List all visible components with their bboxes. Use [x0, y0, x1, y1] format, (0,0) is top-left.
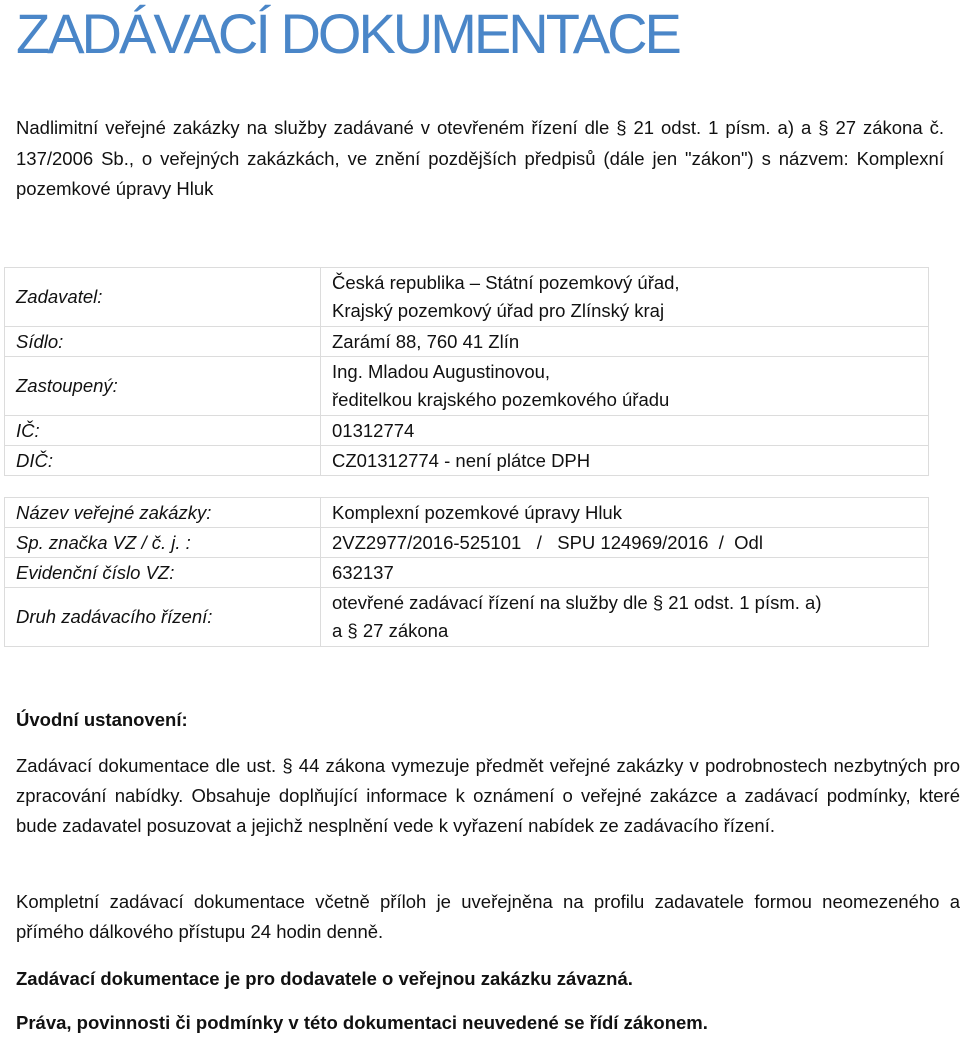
evidencni-value: 632137 — [321, 558, 929, 588]
dic-label: DIČ: — [5, 446, 321, 476]
zastoupeny-value — [321, 357, 929, 416]
provisions-bold-statement-1: Zadávací dokumentace je pro dodavatele o veřejnou zakázku závazná. — [16, 968, 633, 989]
provisions-paragraph-2: Kompletní zadávací dokumentace včetně příloh je uveřejněna na profilu zadavatele formou neomezeného a přímého dálkového přístupu 24 hodin denně. — [16, 891, 960, 942]
provisions-paragraph-1: Zadávací dokumentace dle ust. § 44 zákona vymezuje předmět veřejné zakázky v podrobnostech nezbytných pro zpracování nabídky. Obsahuje doplňující informace k oznámení o veřejné zakázce a zadávací podmínky, které bude zadavatel posuzovat a jejichž nesplnění vede k vyřazení nabídek ze zadávacího řízení. — [16, 755, 960, 836]
sidlo-label: Sídlo: — [5, 327, 321, 357]
zastoupeny-label: Zastoupený: — [5, 357, 321, 416]
druh-value — [321, 588, 929, 647]
zastoupeny-line-2: ředitelkou krajského pozemkového úřadu — [332, 389, 670, 410]
sidlo-value: Zarámí 88, 760 41 Zlín — [321, 327, 929, 357]
document-title: ZADÁVACÍ DOKUMENTACE — [16, 2, 679, 65]
zadavatel-line-2: Krajský pozemkový úřad pro Zlínský kraj — [332, 300, 665, 321]
zastoupeny-line-1: Ing. Mladou Augustinovou, — [332, 361, 551, 382]
dic-value: CZ01312774 - není plátce DPH — [321, 446, 929, 476]
znacka-label: Sp. značka VZ / č. j. : — [5, 528, 321, 558]
znacka-value: 2VZ2977/2016-525101 / SPU 124969/2016 / Odl — [321, 528, 929, 558]
zadavatel-line-1: Česká republika – Státní pozemkový úřad, — [332, 272, 680, 293]
contracting-authority-table — [4, 267, 929, 476]
druh-line-1: otevřené zadávací řízení na služby dle § 21 odst. 1 písm. a) — [332, 592, 822, 613]
intro-paragraph: Nadlimitní veřejné zakázky na služby zadávané v otevřeném řízení dle § 21 odst. 1 písm. a) a § 27 zákona č. 137/2006 Sb., o veřejných zakázkách, ve znění pozdějších předpisů (dále jen "zákon") s názvem: Komplexní pozemkové úpravy Hluk — [16, 117, 944, 199]
ic-label: IČ: — [5, 416, 321, 446]
nazev-label: Název veřejné zakázky: — [5, 498, 321, 528]
druh-line-2: a § 27 zákona — [332, 620, 449, 641]
zadavatel-label: Zadavatel: — [5, 268, 321, 327]
nazev-value: Komplexní pozemkové úpravy Hluk — [321, 498, 929, 528]
druh-label: Druh zadávacího řízení: — [5, 588, 321, 647]
ic-value: 01312774 — [321, 416, 929, 446]
provisions-bold-statement-2: Práva, povinnosti či podmínky v této dokumentaci neuvedené se řídí zákonem. — [16, 1012, 708, 1033]
evidencni-label: Evidenční číslo VZ: — [5, 558, 321, 588]
zadavatel-value — [321, 268, 929, 327]
provisions-heading: Úvodní ustanovení: — [16, 709, 188, 730]
contract-info-table — [4, 497, 929, 647]
